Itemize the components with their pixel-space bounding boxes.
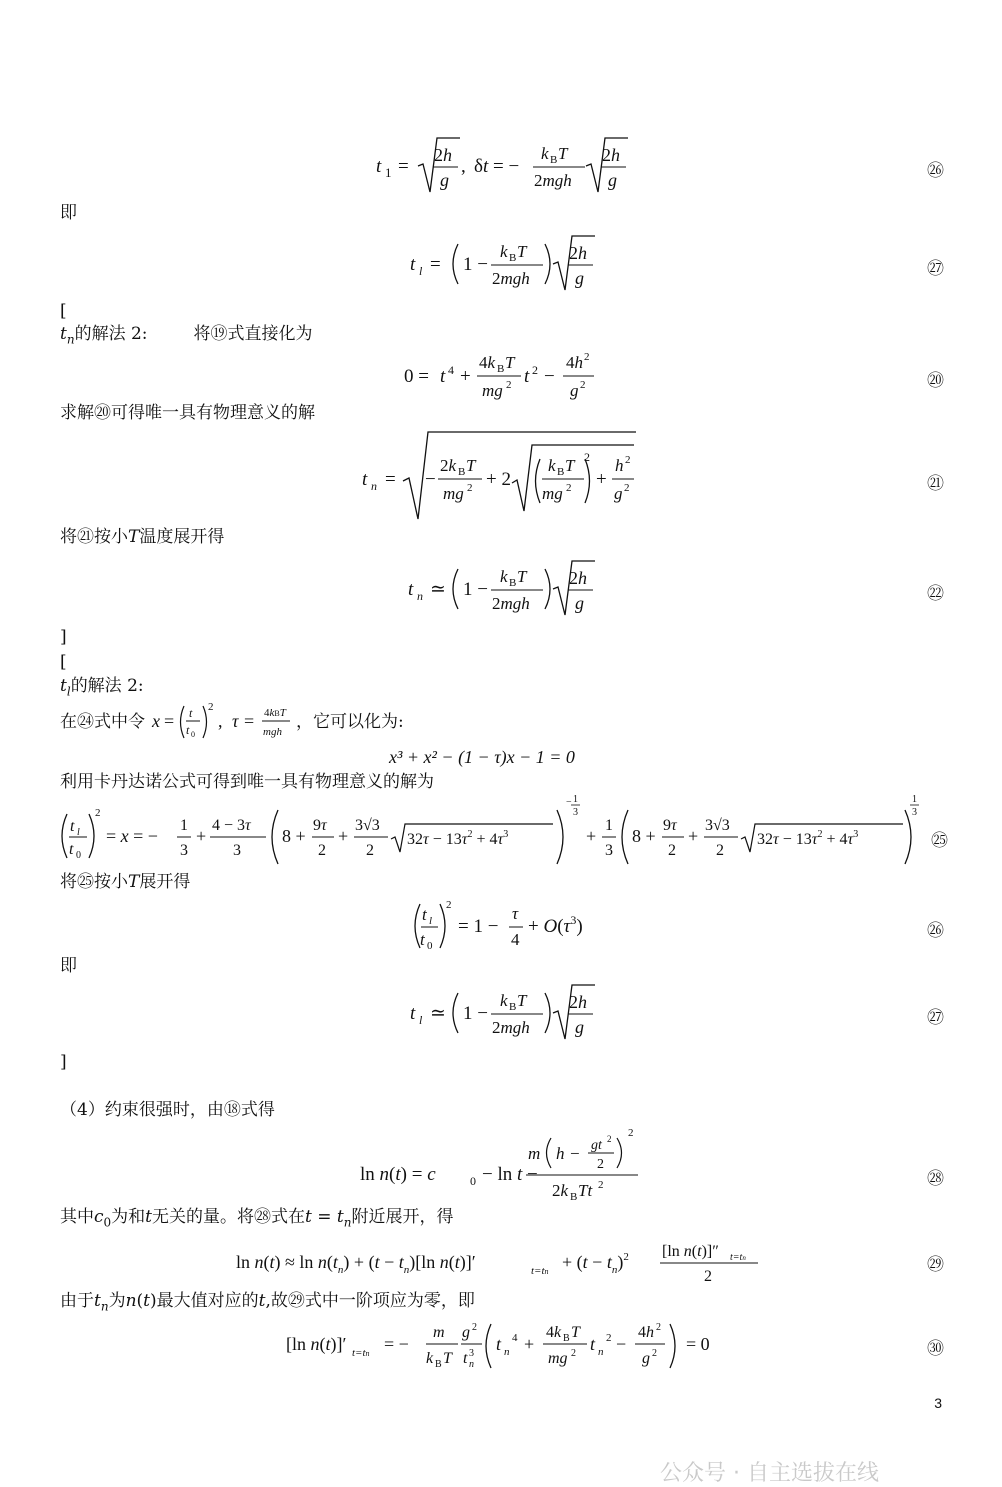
svg-text:x: x (152, 711, 160, 731)
svg-text:8 +: 8 + (632, 826, 656, 846)
svg-text:mg: mg (548, 1350, 568, 1367)
svg-text:0 =: 0 = (404, 366, 429, 387)
svg-text:32τ − 13τ2 + 4τ3: $32\tau - 13\tau^2 + 4\tau^3$ (407, 829, 509, 848)
svg-text:t: t (420, 930, 425, 949)
svg-text:k: k (500, 991, 508, 1010)
svg-text:B: B (509, 252, 517, 264)
svg-text:3: 3 (605, 842, 613, 859)
svg-text:=: = (430, 254, 441, 275)
svg-text:t: t (376, 156, 382, 177)
svg-text:−: − (425, 469, 436, 490)
svg-text:ln n(t) ≈ ln n(tn) + (t − tn)[: $\ln n(t) \approx \ln n(t_n) + (t - t_n)[\ln$ n(t)]′ (236, 1252, 476, 1276)
svg-text:0: 0 (427, 940, 433, 952)
svg-text:0: 0 (76, 850, 81, 861)
svg-text:−: − (566, 797, 572, 808)
svg-text:h: h (615, 456, 624, 475)
svg-text:9τ: 9τ (313, 817, 327, 834)
svg-text:B: B (509, 577, 517, 589)
svg-text:T: T (517, 242, 527, 261)
svg-text:2: 2 (532, 363, 538, 377)
equation-30 (0, 1310, 1002, 1390)
svg-text:t=tn: t=tn (730, 1252, 746, 1263)
svg-text:mg: mg (443, 484, 464, 503)
svg-text:2: 2 (571, 1348, 576, 1359)
svg-text:t: t (189, 706, 193, 720)
svg-text:+: + (688, 826, 699, 846)
svg-text:2h: 2h (569, 243, 587, 263)
svg-text:2: 2 (472, 1322, 477, 1333)
svg-text:2: 2 (656, 1322, 661, 1333)
page-number: 3 (934, 1395, 942, 1411)
svg-text:k: k (548, 456, 556, 475)
svg-text:+ (t − tn)2: + $(t - t_n)^2$ (562, 1251, 629, 1276)
svg-text:τ: τ (512, 904, 519, 923)
svg-text:2: 2 (668, 842, 676, 859)
equation-number: ㉗ (927, 1008, 944, 1028)
svg-text:3√3: 3√3 (705, 817, 730, 834)
svg-text:g: g (462, 1324, 470, 1341)
svg-text:mgh: mgh (263, 726, 282, 738)
svg-text:2k: 2k (552, 1181, 569, 1200)
svg-text:=: = (164, 711, 175, 731)
svg-text:t: t (186, 723, 190, 737)
svg-text:T: T (466, 456, 476, 475)
svg-text:2: 2 (566, 482, 572, 494)
svg-text:2: 2 (318, 842, 326, 859)
text-ji: 即 (60, 956, 77, 976)
svg-text:2mgh: 2mgh (492, 594, 530, 613)
svg-text:2: 2 (625, 454, 631, 466)
svg-text:8 +: 8 + (282, 826, 306, 846)
svg-text:2k: 2k (440, 456, 457, 475)
svg-text:=: = (244, 711, 255, 731)
svg-text:t: t (69, 841, 74, 858)
equation-28 (0, 1122, 1002, 1212)
text-where-c0: 其中$c_0$为和t无关的量。将㉘式在$t = t_n$附近展开，得 (60, 1207, 454, 1230)
svg-text:≃: ≃ (430, 579, 446, 600)
svg-text:= 0: = 0 (686, 1334, 710, 1354)
svg-text:4h: 4h (638, 1324, 654, 1341)
bracket-open: [ (60, 652, 67, 672)
bracket-open: [ (60, 301, 67, 321)
text-let-24 (0, 700, 1002, 744)
svg-text:2: 2 (506, 379, 512, 391)
svg-text:B: B (570, 1191, 578, 1203)
svg-text:t: t (70, 818, 75, 835)
svg-text:ln n(t) = c: ln n(t) = c (360, 1164, 436, 1185)
svg-text:t: t (590, 1334, 596, 1354)
svg-text:B: B (497, 363, 505, 375)
svg-text:2h: 2h (434, 145, 452, 165)
svg-text:，它可以化为:: ，它可以化为: (296, 712, 404, 732)
svg-text:g: g (614, 484, 623, 503)
svg-text:+: + (596, 469, 607, 490)
svg-text:3: 3 (573, 807, 578, 818)
svg-text:2h: 2h (569, 992, 587, 1012)
text-tn-method2: $t_n$的解法 2: 将⑲式直接化为 (60, 324, 313, 347)
svg-text:32τ − 13τ2 + 4τ3: $32\tau - 13\tau^2 + 4\tau^3$ (757, 829, 859, 848)
svg-text:T: T (571, 1324, 580, 1341)
svg-text:B: B (509, 1001, 517, 1013)
svg-text:1: 1 (573, 794, 578, 805)
svg-text:[ln n(t)]″: [ln n(t)]″ (662, 1243, 719, 1260)
svg-text:2: 2 (597, 1157, 604, 1172)
svg-text:k: k (500, 242, 508, 261)
svg-text:2: 2 (580, 379, 586, 391)
svg-text:l: l (429, 915, 433, 927)
svg-text:0: 0 (191, 730, 195, 739)
svg-text:+: + (460, 366, 471, 387)
svg-text:t=tn: t=tn (352, 1347, 370, 1359)
svg-text:= 1 −: = 1 − (458, 916, 499, 937)
svg-text:n: n (469, 1359, 474, 1370)
svg-text:g: g (575, 593, 584, 613)
svg-text:2: 2 (716, 842, 724, 859)
svg-text:4 − 3τ: 4 − 3τ (212, 817, 251, 834)
equation-25 (0, 792, 1002, 878)
svg-text:n: n (371, 479, 377, 493)
svg-text:k: k (426, 1350, 434, 1367)
svg-text:B: B (563, 1333, 570, 1344)
svg-text:= −: = − (384, 1334, 409, 1354)
svg-text:3: 3 (180, 842, 188, 859)
svg-text:t=tn: t=tn (531, 1265, 549, 1277)
svg-text:g: g (642, 1350, 650, 1367)
svg-text:在㉔式中令: 在㉔式中令 (60, 712, 145, 732)
svg-text:0: 0 (470, 1174, 476, 1188)
svg-text:τ: τ (232, 711, 239, 731)
svg-text:−: − (544, 366, 555, 387)
svg-text:k: k (541, 144, 549, 163)
svg-text:−: − (616, 1334, 627, 1354)
svg-text:1 −: 1 − (463, 579, 488, 600)
svg-text:4kBT: 4kBT (264, 707, 286, 719)
text-expand-21: 将㉑按小T温度展开得 (60, 527, 225, 547)
svg-text:t: t (524, 366, 530, 387)
svg-text:2: 2 (467, 482, 473, 494)
equation-number: ㉙ (927, 1255, 944, 1275)
svg-text:3: 3 (233, 842, 241, 859)
svg-text:3√3: 3√3 (355, 817, 380, 834)
svg-text:2h: 2h (602, 145, 620, 165)
svg-text:3: 3 (469, 1348, 474, 1359)
svg-text:=: = (398, 156, 409, 177)
svg-text:+ 2: + 2 (486, 469, 511, 490)
svg-text:l: l (419, 264, 423, 278)
svg-text:[ln n(t)]′: [ln n(t)]′ (286, 1334, 347, 1354)
svg-text:1: 1 (912, 794, 917, 805)
svg-text:g: g (570, 381, 579, 400)
equation-cubic (0, 742, 1002, 772)
svg-text:,: , (461, 156, 466, 177)
svg-text:T: T (443, 1350, 452, 1367)
svg-text:1 −: 1 − (463, 1003, 488, 1024)
svg-text:t: t (410, 254, 416, 275)
svg-text:2: 2 (704, 1268, 712, 1285)
svg-text:2mgh: 2mgh (492, 269, 530, 288)
svg-text:t: t (496, 1334, 502, 1354)
equation-number: ㉖ (927, 921, 944, 941)
equation-number: ㉚ (927, 1339, 944, 1359)
svg-text:gt: gt (591, 1138, 602, 1153)
svg-text:2: 2 (606, 1332, 612, 1344)
bracket-close: ] (60, 1052, 67, 1072)
svg-text:t: t (440, 366, 446, 387)
svg-text:k: k (500, 567, 508, 586)
svg-text:t: t (463, 1350, 468, 1367)
text-expand-25: 将㉕按小T展开得 (60, 872, 191, 892)
svg-text:= x = −: = x = − (106, 826, 158, 846)
svg-text:T: T (517, 567, 527, 586)
svg-text:n: n (598, 1346, 604, 1358)
svg-text:t: t (408, 579, 414, 600)
svg-text:3: 3 (912, 807, 917, 818)
svg-text:T: T (565, 456, 575, 475)
equation-27b (0, 977, 1002, 1057)
svg-text:2: 2 (624, 482, 630, 494)
svg-text:B: B (550, 154, 558, 166)
svg-text:B: B (435, 1359, 442, 1370)
svg-text:mg: mg (482, 381, 503, 400)
equation-number: ⑳ (927, 371, 944, 391)
svg-text:m: m (433, 1324, 445, 1341)
equation-27a (0, 228, 1002, 308)
svg-text:2mgh: 2mgh (534, 171, 572, 190)
svg-text:2: 2 (95, 807, 101, 819)
text-part4: （4）约束很强时，由⑱式得 (60, 1100, 275, 1120)
svg-text:t: t (362, 469, 368, 490)
svg-text:1: 1 (605, 817, 613, 834)
svg-text:+: + (524, 1334, 535, 1354)
equation-21 (0, 425, 1002, 505)
equation-number: ㉖ (927, 161, 944, 181)
svg-text:h: h (556, 1144, 565, 1163)
svg-text:T: T (517, 991, 527, 1010)
svg-text:B: B (458, 466, 466, 478)
svg-text:n: n (504, 1346, 510, 1358)
text-ji: 即 (60, 203, 77, 223)
svg-text:=: = (385, 469, 396, 490)
svg-text:g: g (575, 268, 584, 288)
svg-text:g: g (608, 170, 617, 190)
svg-text:2: 2 (446, 899, 452, 911)
svg-text:1: 1 (180, 817, 188, 834)
svg-text:+: + (338, 826, 349, 846)
svg-text:− ln t −: − ln t − (482, 1164, 538, 1185)
equation-number: ㉘ (927, 1169, 944, 1189)
svg-text:2: 2 (652, 1348, 657, 1359)
svg-text:B: B (557, 466, 565, 478)
svg-text:g: g (575, 1017, 584, 1037)
svg-text:g: g (440, 170, 449, 190)
text-tl-method2: $t_l$的解法 2: (60, 676, 144, 699)
svg-text:T: T (505, 353, 515, 372)
text-solve-20: 求解⑳可得唯一具有物理意义的解 (60, 403, 315, 423)
equation-26a (0, 130, 1002, 210)
svg-text:2h: 2h (569, 568, 587, 588)
svg-text:2: 2 (628, 1127, 634, 1139)
svg-text:+: + (196, 826, 207, 846)
svg-text:Tt: Tt (578, 1181, 593, 1200)
svg-text:4: 4 (511, 930, 520, 949)
svg-text:n: n (417, 589, 423, 603)
equation-number: ㉕ (931, 831, 948, 851)
svg-text:m: m (528, 1144, 541, 1163)
svg-text:2: 2 (208, 701, 214, 713)
svg-text:2: 2 (598, 1179, 604, 1191)
equation-number: ㉑ (927, 474, 944, 494)
svg-text:δt = −: δt = − (474, 156, 520, 177)
equation-26b (0, 890, 1002, 970)
svg-text:9τ: 9τ (663, 817, 677, 834)
svg-text:+: + (586, 826, 597, 846)
svg-text:2: 2 (366, 842, 374, 859)
svg-text:T: T (558, 144, 568, 163)
svg-text:≃: ≃ (430, 1003, 446, 1024)
bracket-close: ] (60, 627, 67, 647)
svg-text:1 −: 1 − (463, 254, 488, 275)
svg-text:2: 2 (584, 351, 590, 363)
svg-text:4: 4 (448, 363, 454, 377)
svg-text:2: 2 (584, 450, 590, 464)
svg-text:x³ + x² − (1 − τ)x − 1 = 0: x³ + x² − (1 − τ)x − 1 = 0 (389, 747, 575, 767)
svg-text:t: t (410, 1003, 416, 1024)
svg-text:l: l (419, 1013, 423, 1027)
svg-text:1: 1 (385, 165, 392, 180)
svg-text:,: , (218, 711, 223, 731)
svg-text:t: t (422, 905, 427, 924)
text-since-tn: 由于$t_n$为n(t)最大值对应的t,故㉙式中一阶项应为零，即 (60, 1291, 475, 1314)
text-cardano: 利用卡丹达诺公式可得到唯一具有物理意义的解为 (60, 772, 434, 792)
watermark: 公众号 · 自主选拔在线 (660, 1461, 879, 1486)
equation-22 (0, 553, 1002, 633)
equation-number: ㉗ (927, 259, 944, 279)
svg-text:4: 4 (512, 1332, 518, 1344)
svg-text:−: − (570, 1144, 580, 1163)
svg-text:4k: 4k (479, 353, 496, 372)
svg-text:2mgh: 2mgh (492, 1018, 530, 1037)
svg-text:2: 2 (607, 1134, 612, 1144)
svg-text:+ O(τ3): + $O(\tau^3)$ (528, 913, 583, 937)
equation-number: ㉒ (927, 584, 944, 604)
svg-text:4k: 4k (546, 1324, 562, 1341)
svg-text:mg: mg (542, 484, 563, 503)
svg-text:l: l (77, 827, 80, 838)
svg-text:4h: 4h (566, 353, 583, 372)
